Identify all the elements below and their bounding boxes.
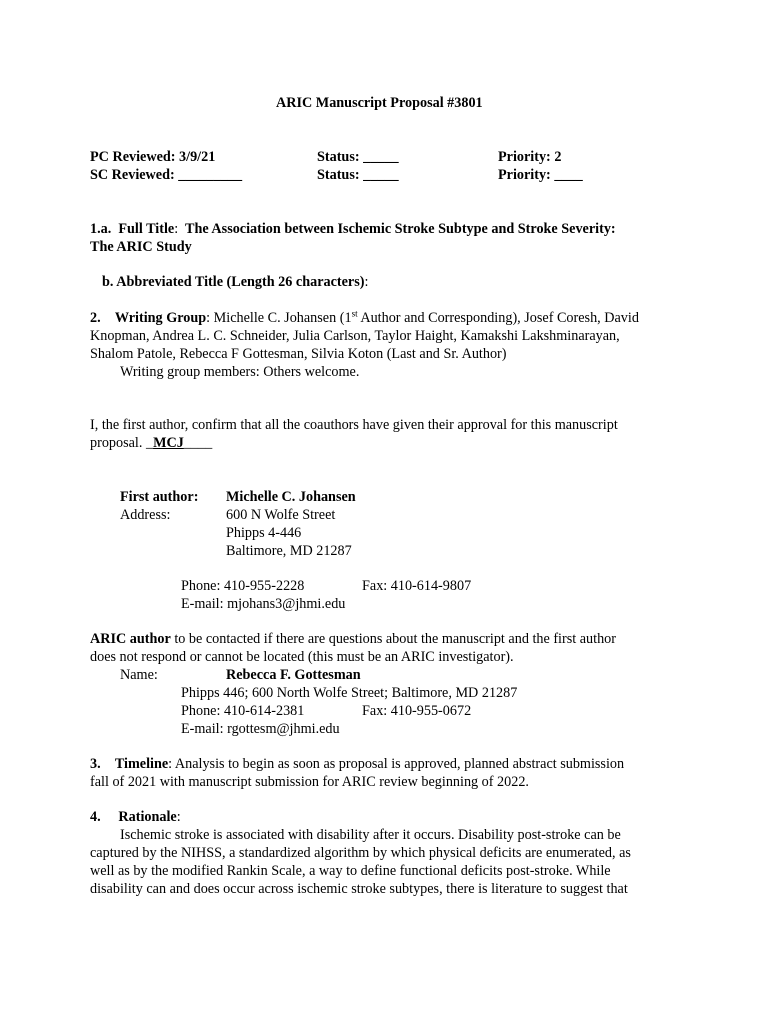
author-initials: MCJ	[153, 435, 184, 451]
full-title-line: 1.a. Full Title: The Association between Ischemic Stroke Subtype and Stroke Severity:	[90, 221, 616, 237]
timeline-text: : Analysis to begin as soon as proposal is approved, planned abstract submission	[168, 756, 625, 772]
full-title-label: Full Title	[118, 221, 175, 237]
timeline-line-2: fall of 2021 with manuscript submission for ARIC review beginning of 2022.	[90, 774, 529, 790]
section-3-number: 3.	[90, 756, 101, 772]
full-title: The Association between Ischemic Stroke Subtype and Stroke Severity:	[185, 221, 616, 237]
superscript-st: st	[351, 308, 358, 319]
confirmation-line-1: I, the first author, confirm that all the coauthors have given their approval for this manuscript	[90, 417, 618, 433]
aric-author-text: to be contacted if there are questions about the manuscript and the first author	[170, 631, 616, 647]
rationale-line-4: disability can and does occur across ischemic stroke subtypes, there is literature to suggest that	[90, 881, 628, 897]
rationale-colon: :	[176, 809, 181, 825]
first-author-address-2: Phipps 4-446	[226, 525, 302, 541]
aric-author-phone: Phone: 410-614-2381	[181, 703, 305, 719]
writing-group-line-2: Knopman, Andrea L. C. Schneider, Julia Carlson, Taylor Haight, Kamakshi Lakshminarayan,	[90, 328, 620, 344]
writing-group-text-b: Author and Corresponding), Josef Coresh, David	[357, 310, 639, 326]
status-2: Status: _____	[317, 167, 399, 183]
rationale-line-2: captured by the NIHSS, a standardized algorithm by which physical deficits are enumerated, as	[90, 845, 631, 861]
confirmation-text: proposal. _	[90, 435, 154, 451]
aric-author-name: Rebecca F. Gottesman	[226, 667, 361, 683]
timeline-line-1	[90, 755, 624, 773]
writing-group-label: Writing Group	[114, 310, 207, 326]
section-4-number: 4.	[90, 809, 101, 825]
aric-author-label: ARIC author	[90, 631, 171, 647]
sc-reviewed: SC Reviewed: _________	[90, 167, 243, 183]
abbreviated-title-label: b. Abbreviated Title (Length 26 characters)	[102, 274, 365, 290]
writing-group-line-3: Shalom Patole, Rebecca F Gottesman, Silvia Koton (Last and Sr. Author)	[90, 346, 507, 362]
aric-author-fax: Fax: 410-955-0672	[362, 703, 472, 719]
writing-group-line-1	[90, 309, 639, 327]
first-author-fax: Fax: 410-614-9807	[362, 578, 472, 594]
full-title-continued: The ARIC Study	[90, 239, 192, 255]
priority-1: Priority: 2	[498, 149, 562, 165]
section-2-number: 2.	[90, 310, 101, 326]
confirmation-underline: ____	[183, 435, 213, 451]
first-author-label: First author:	[120, 489, 199, 505]
rationale-line-1: Ischemic stroke is associated with disability after it occurs. Disability post-stroke can be	[120, 827, 621, 843]
first-author-address-3: Baltimore, MD 21287	[226, 543, 352, 559]
aric-name-label: Name:	[120, 667, 158, 683]
confirmation-line-2	[90, 434, 212, 452]
address-label: Address:	[120, 507, 171, 523]
rationale-label: Rationale	[118, 809, 177, 825]
priority-2: Priority: ____	[498, 167, 583, 183]
status-1: Status: _____	[317, 149, 399, 165]
pc-reviewed: PC Reviewed: 3/9/21	[90, 149, 216, 165]
aric-author-email: E-mail: rgottesm@jhmi.edu	[181, 721, 340, 737]
first-author-name: Michelle C. Johansen	[226, 489, 356, 505]
page-title: ARIC Manuscript Proposal #3801	[276, 95, 483, 111]
aric-author-line-2: does not respond or cannot be located (this must be an ARIC investigator).	[90, 649, 514, 665]
rationale-heading	[90, 808, 181, 826]
abbreviated-title-colon: :	[364, 274, 369, 290]
section-1a-number: 1.a.	[90, 221, 112, 237]
rationale-line-3: well as by the modified Rankin Scale, a way to define functional deficits post-stroke. While	[90, 863, 611, 879]
aric-author-address: Phipps 446; 600 North Wolfe Street; Baltimore, MD 21287	[181, 685, 518, 701]
first-author-phone: Phone: 410-955-2228	[181, 578, 305, 594]
first-author-email: E-mail: mjohans3@jhmi.edu	[181, 596, 346, 612]
first-author-address-1: 600 N Wolfe Street	[226, 507, 336, 523]
writing-group-text-a: : Michelle C. Johansen (1	[206, 310, 352, 326]
writing-group-members: Writing group members: Others welcome.	[120, 364, 360, 380]
abbreviated-title-line	[102, 273, 368, 291]
timeline-label: Timeline	[114, 756, 169, 772]
aric-author-line-1	[90, 630, 616, 648]
